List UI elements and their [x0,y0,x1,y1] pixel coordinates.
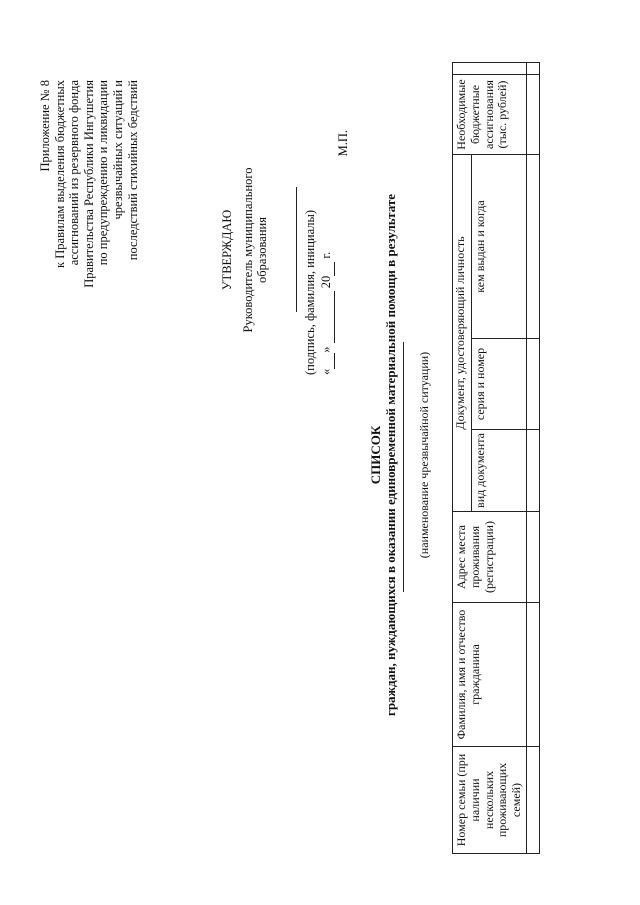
table-row [526,63,539,854]
approver-position: Руководитель муниципального [240,167,255,333]
approval-date [319,100,335,375]
appendix-line: последствий стихийных бедствий [125,80,140,261]
approver-position-cont: образования [255,217,270,283]
appendix-note [38,80,140,380]
date-suffix: г. [319,251,334,259]
table-cell [526,430,539,512]
signature-line [292,188,297,313]
date-open-quote: « [319,368,334,375]
header-doc-issued: кем выдан и когда [471,155,526,339]
table-cell [526,155,539,339]
approval-block [220,100,351,400]
header-address: Адрес места проживания (регистрации) [453,512,527,603]
date-day-blank [319,353,335,369]
situation-line [403,342,404,592]
table-cell [526,747,539,854]
appendix-number: Приложение № 8 [38,80,52,172]
appendix-line: Правительства Республики Ингушетия [81,80,96,288]
date-year: 20 [319,275,334,289]
situation-caption: (наименование чрезвычайной ситуации) [417,351,431,559]
appendix-line: чрезвычайных ситуаций и [110,80,125,220]
header-id-document: Документ, удостоверяющий личность [453,155,472,512]
table-header-row [453,63,472,854]
header-amount: Необходимые бюджетные ассигнования (тыс. рублей) [453,75,527,155]
table-cell [526,512,539,603]
appendix-line: к Правилам выделения бюджетных [52,80,67,268]
citizens-table [452,62,540,854]
signature-caption: (подпись, фамилия, инициалы) [302,209,317,375]
header-extra-col [453,63,527,75]
table-cell [526,75,539,155]
approval-heading: УТВЕРЖДАЮ [220,209,234,291]
table-cell [526,63,539,75]
seal-place: М.П. [335,130,350,157]
table-cell [526,603,539,747]
appendix-line: по предупреждению и ликвидации [96,80,111,266]
header-doc-type: вид документа [471,430,526,512]
header-family-number: Номер семьи (при наличии нескольких проживающих семей) [453,747,527,854]
date-close-quote: » [319,346,334,353]
date-month-blank [319,291,335,343]
header-doc-series: серия и номер [471,339,526,430]
list-subtitle: граждан, нуждающихся в оказании единовременной материальной помощи в результате [383,193,398,717]
header-full-name: Фамилия, имя и отчество гражданина [453,603,527,747]
date-year-blank [319,262,335,276]
list-title: СПИСОК [368,425,383,485]
list-title-block [368,65,398,845]
table-cell [526,339,539,430]
appendix-line: ассигнований из резервного фонда [67,80,82,266]
